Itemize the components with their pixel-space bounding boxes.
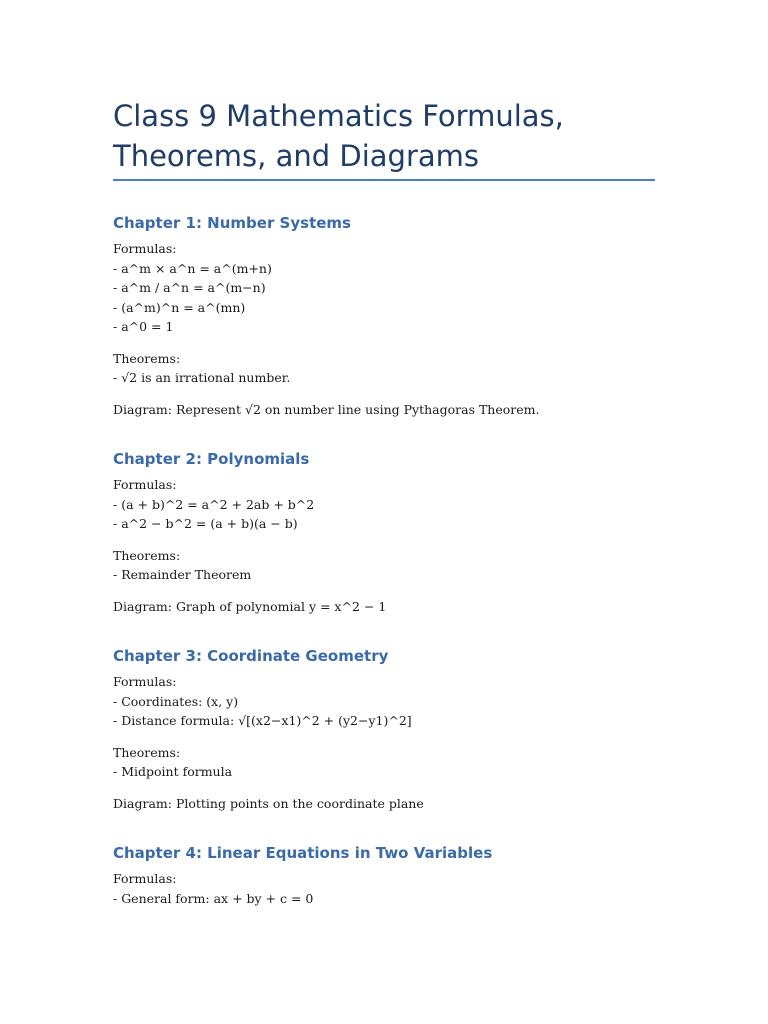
diagram-line: Diagram: Plotting points on the coordinate plane	[113, 795, 424, 811]
diagram-line: Diagram: Graph of polynomial y = x^2 − 1	[113, 598, 387, 614]
theorems-label: Theorems:	[113, 547, 181, 563]
chapter-heading: Chapter 2: Polynomials	[113, 450, 310, 468]
chapter-heading: Chapter 4: Linear Equations in Two Variables	[113, 844, 493, 862]
formula-line: - Distance formula: √[(x2−x1)^2 + (y2−y1)^2]	[113, 713, 412, 728]
theorem-line: - Midpoint formula	[113, 764, 233, 779]
formula-line: - a^m × a^n = a^(m+n)	[113, 260, 272, 276]
title-underline	[113, 179, 655, 181]
formulas-label: Formulas:	[113, 241, 177, 256]
formula-line: - General form: ax + by + c = 0	[113, 890, 314, 906]
formulas-label: Formulas:	[113, 674, 177, 689]
title-line-2: Theorems, and Diagrams	[113, 139, 479, 173]
formula-line: - a^m / a^n = a^(m−n)	[113, 280, 266, 295]
chapter-1-section	[113, 213, 713, 419]
chapter-heading: Chapter 3: Coordinate Geometry	[113, 647, 389, 665]
formula-line: - a^2 − b^2 = (a + b)(a − b)	[113, 516, 298, 531]
chapter-3-section	[113, 646, 713, 813]
title-line-1: Class 9 Mathematics Formulas,	[113, 99, 564, 133]
formula-line: - a^0 = 1	[113, 319, 174, 334]
diagram-line: Diagram: Represent √2 on number line using Pythagoras Theorem.	[113, 401, 540, 417]
formula-line: - (a^m)^n = a^(mn)	[113, 299, 246, 315]
document-title	[113, 96, 673, 176]
theorem-line: - Remainder Theorem	[113, 567, 252, 582]
chapter-2-section	[113, 449, 713, 616]
chapter-4-section	[113, 843, 713, 908]
theorem-line: - √2 is an irrational number.	[113, 370, 291, 385]
theorems-label: Theorems:	[113, 350, 181, 366]
formula-line: - (a + b)^2 = a^2 + 2ab + b^2	[113, 496, 315, 512]
formula-line: - Coordinates: (x, y)	[113, 693, 239, 709]
chapter-heading: Chapter 1: Number Systems	[113, 214, 351, 232]
formulas-label: Formulas:	[113, 477, 177, 492]
theorems-label: Theorems:	[113, 744, 181, 760]
formulas-label: Formulas:	[113, 871, 177, 886]
